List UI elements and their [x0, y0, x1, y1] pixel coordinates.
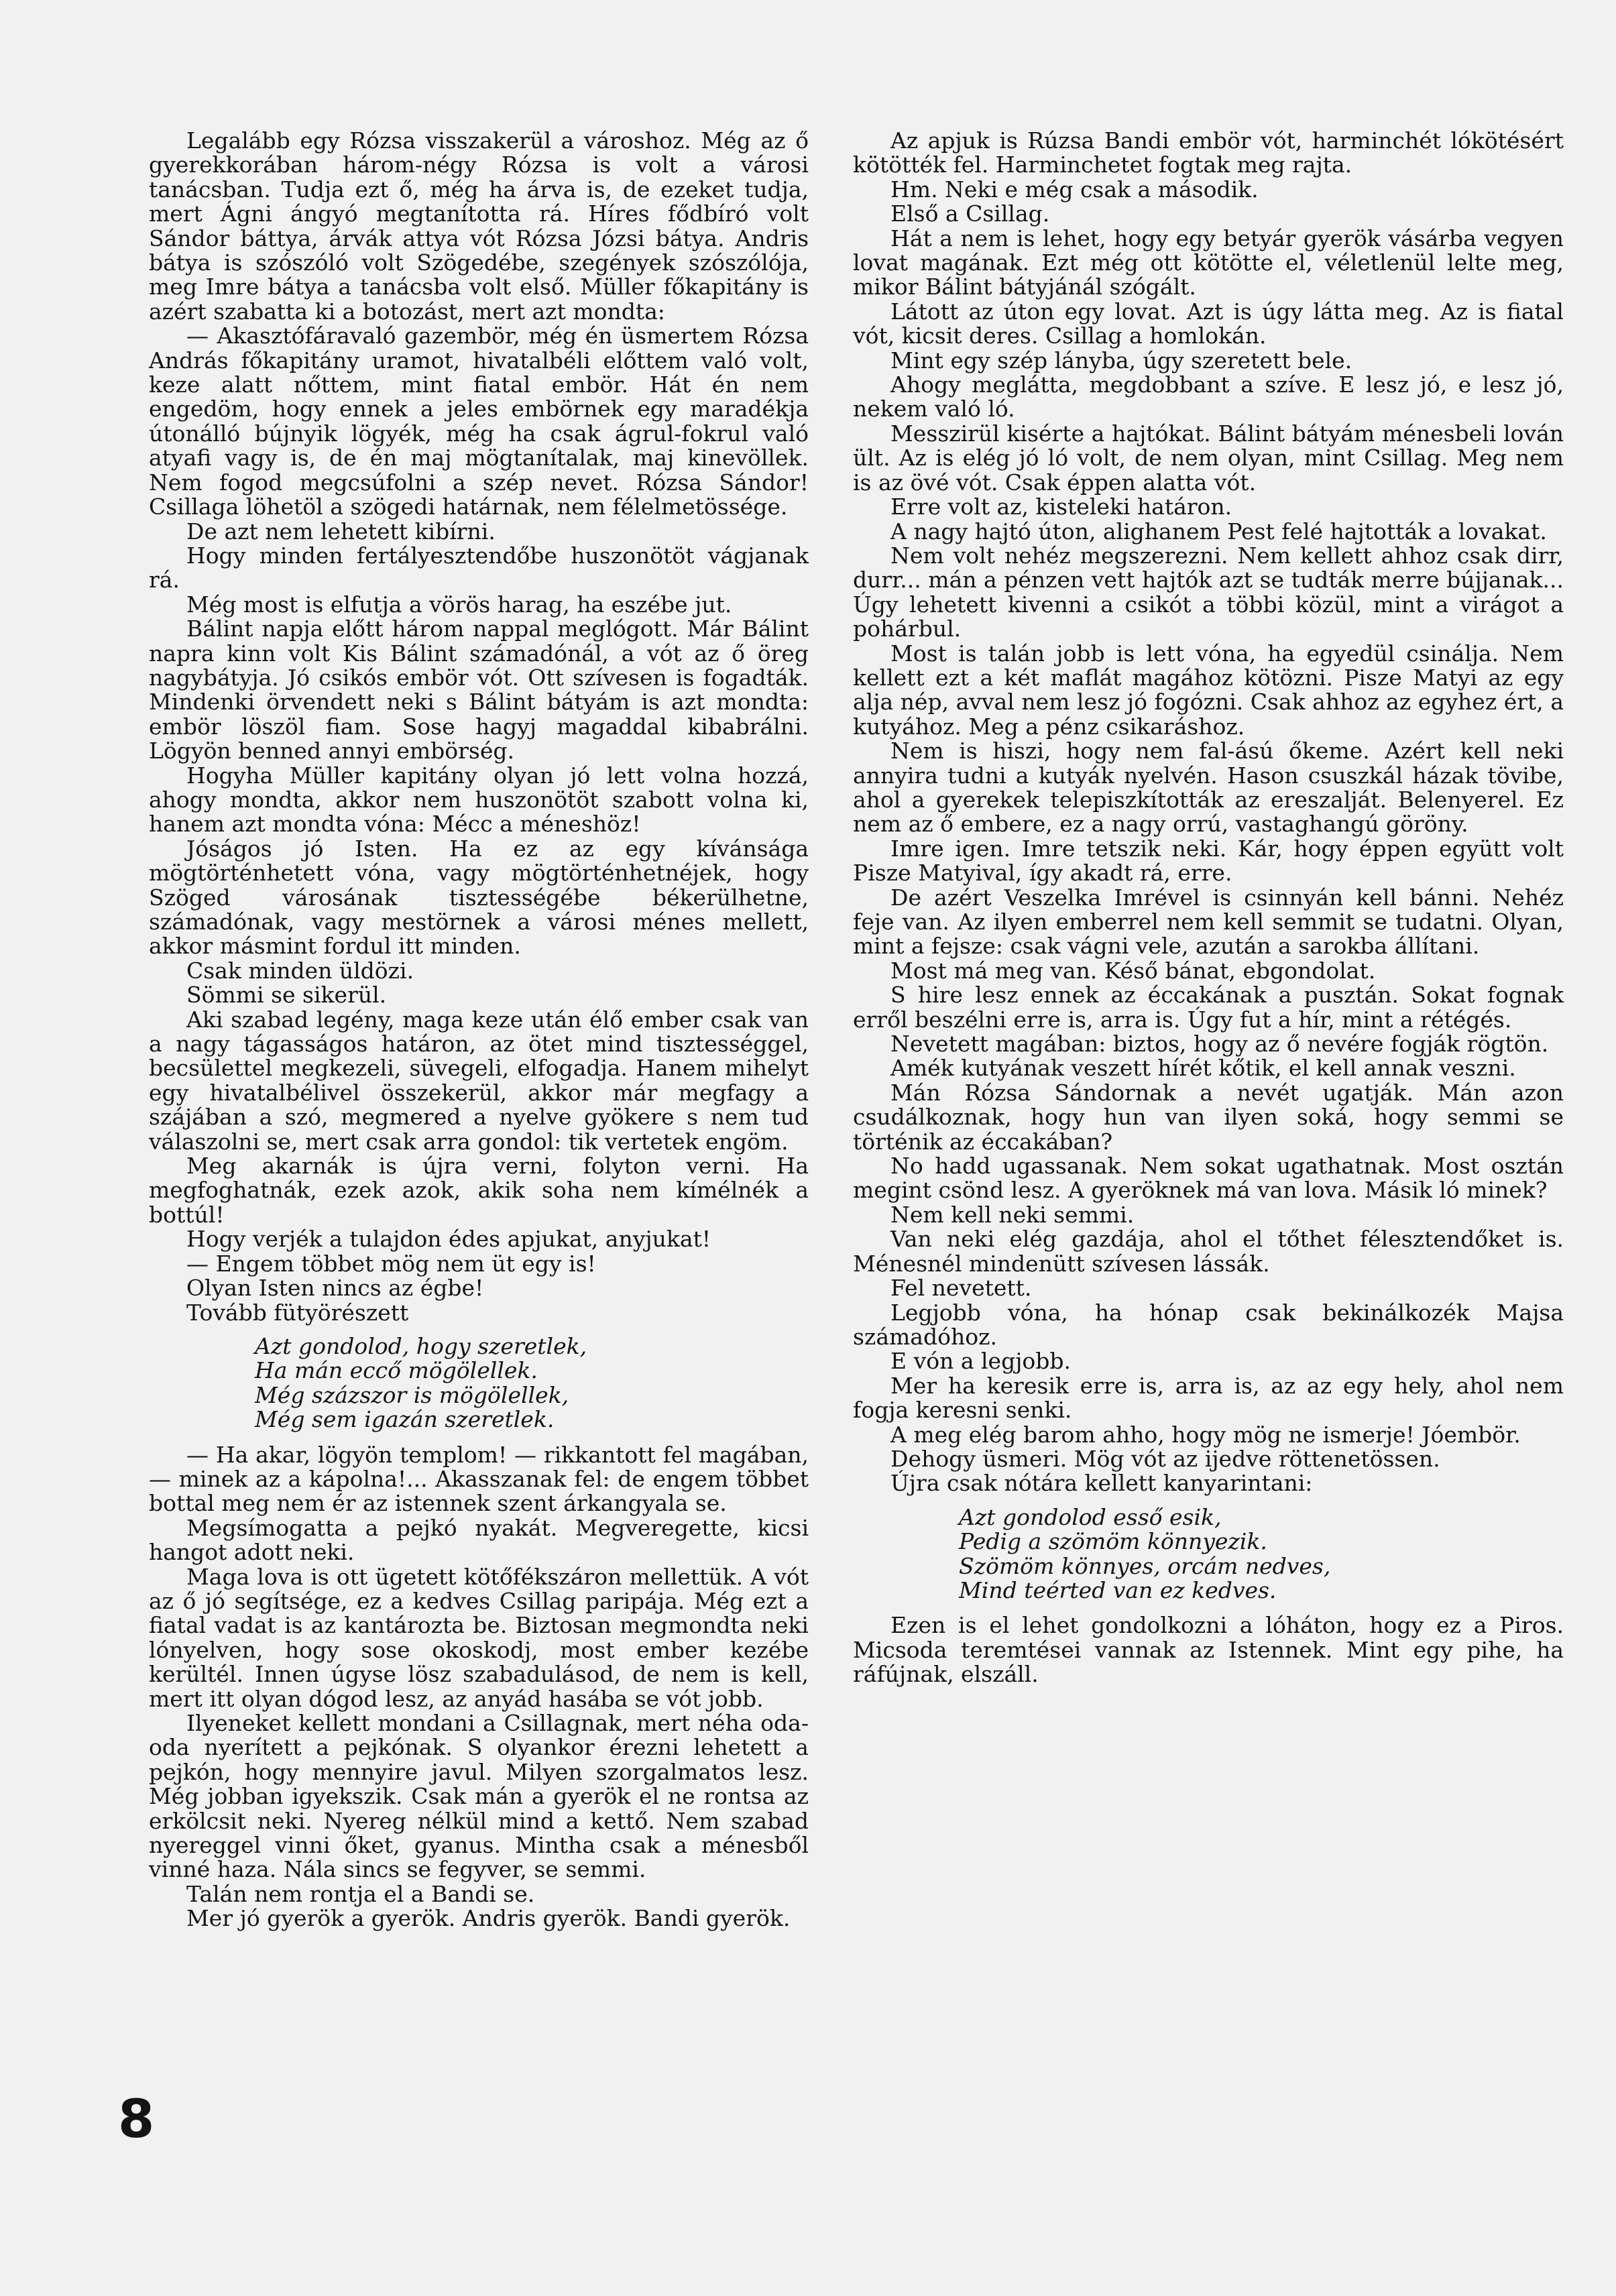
paragraph: — Ha akar, lögyön templom! — rikkantott fel magában, — minek az a kápolna!... Akasszanak fel: de engem többet bottal meg nem ér az istennek szent árkangyala se.: [149, 1441, 809, 1517]
paragraph: Mint egy szép lányba, úgy szeretett bele.: [890, 347, 1352, 374]
paragraph: Az apjuk is Rúzsa Bandi embör vót, harminchét lókötésért kötötték fel. Harminchetet fogtak meg rajta.: [853, 127, 1564, 178]
paragraph: Most má meg van. Késő bánat, ebgondolat.: [890, 957, 1376, 984]
paragraph: Sömmi se sikerül.: [186, 982, 387, 1009]
paragraph: Tovább fütyörészett: [186, 1299, 409, 1326]
poem-line: Azt gondolod, hogy szeretlek,: [255, 1332, 587, 1359]
paragraph: Dehogy üsmeri. Mög vót az ijedve röttenetössen.: [890, 1445, 1440, 1472]
paragraph: Talán nem rontja el a Bandi se.: [186, 1880, 535, 1907]
left-paragraphs-a: [149, 129, 809, 1325]
paragraph: Jóságos jó Isten. Ha ez az egy kívánsága mögtörténhetett vóna, vagy mögtörténhetnéjek, hogy Szöged városának tisztességébe békerülhetne, számadónak, vagy mestörnek a városi ménes mellett, akkor másmint fordul itt minden.: [149, 835, 809, 960]
paragraph: S hire lesz ennek az éccakának a pusztán. Sokat fognak erről beszélni erre is, arra is. Úgy fut a hír, mint a rétégés.: [853, 982, 1564, 1033]
paragraph: A nagy hajtó úton, alighanem Pest felé hajtották a lovakat.: [890, 518, 1547, 544]
paragraph: De azt nem lehetett kibírni.: [186, 518, 496, 544]
paragraph: Nevetett magában: biztos, hogy az ő nevére fogják rögtön.: [890, 1031, 1549, 1057]
paragraph: Ezen is el lehet gondolkozni a lóháton, hogy ez a Piros. Micsoda teremtései vannak az Istennek. Mint egy pihe, ha ráfújnak, elszáll.: [853, 1612, 1564, 1688]
paragraph: De azért Veszelka Imrével is csinnyán kell bánni. Nehéz feje van. Az ilyen emberrel nem kell semmit se tudatni. Olyan, mint a fejsze: csak vágni vele, azután a sarokba állítani.: [853, 884, 1564, 960]
paragraph: Fel nevetett.: [890, 1275, 1032, 1302]
paragraph: Megsímogatta a pejkó nyakát. Megveregette, kicsi hangot adott neki.: [149, 1514, 809, 1566]
paragraph: Messzirül kisérte a hajtókat. Bálint bátyám ménesbeli lován ült. Az is elég jó ló volt, de nem olyan, mint Csillag. Meg nem is az övé vót. Csak éppen alatta vót.: [853, 420, 1564, 496]
right-poem: [959, 1505, 1564, 1603]
right-column: [853, 129, 1564, 1687]
paragraph: E vón a legjobb.: [890, 1348, 1072, 1375]
left-paragraphs-b: [149, 1443, 809, 1931]
paragraph: Legalább egy Rózsa visszakerül a városhoz. Még az ő gyerekkorában három-négy Rózsa is volt a városi tanácsban. Tudja ezt ő, még ha árva is, de ezeket tudja, mert Ágni ángyó megtanította rá. Híres fődbíró volt Sándor báttya, árvák attya vót Rózsa Józsi bátya. Andris bátya is szószóló volt Szögedébe, szegények szószólója, meg Imre bátya a tanácsba volt első. Müller főkapitány is azért szabatta ki a botozást, mert azt mondta:: [149, 127, 809, 325]
paragraph: — Engem többet mög nem üt egy is!: [186, 1250, 596, 1277]
poem-line: Pedig a szömöm könnyezik.: [959, 1528, 1267, 1555]
paragraph: Van neki elég gazdája, ahol el tőthet félesztendőket is. Ménesnél mindenütt szívesen lássák.: [853, 1226, 1564, 1277]
paragraph: Ahogy meglátta, megdobbant a szíve. E lesz jó, e lesz jó, nekem való ló.: [853, 371, 1564, 422]
left-poem: [255, 1334, 809, 1432]
paragraph: Hogy minden fertályesztendőbe huszonötöt vágjanak rá.: [149, 542, 809, 593]
paragraph: Olyan Isten nincs az égbe!: [186, 1275, 484, 1302]
paragraph: Most is talán jobb is lett vóna, ha egyedül csinálja. Nem kellett ezt a két maflát magához kötözni. Pisze Matyi az egy alja nép, avval nem lesz jó fogózni. Csak ahhoz az egyhez ért, a kutyához. Meg a pénz csikaráshoz.: [853, 640, 1564, 740]
paragraph: Nem is hiszi, hogy nem fal-ású őkeme. Azért kell neki annyira tudni a kutyák nyelvén. Hason csuszkál házak tövibe, ahol a gyerekek telepiszkították az ereszalját. Belenyerel. Ez nem az ő embere, ez a nagy orrú, vastaghangú göröny.: [853, 738, 1564, 838]
paragraph: Meg akarnák is újra verni, folyton verni. Ha megfoghatnák, ezek azok, akik soha nem kímélnék a bottúl!: [149, 1153, 809, 1228]
paragraph: A meg elég barom ahho, hogy mög ne ismerje! Jóembör.: [890, 1421, 1521, 1448]
paragraph: Amék kutyának veszett hírét kőtik, el kell annak veszni.: [890, 1055, 1516, 1082]
paragraph: Aki szabad legény, maga keze után élő ember csak van a nagy tágasságos határon, az ötet mind tisztességgel, becsülettel megkezeli, süvegeli, elfogadja. Hanem mihelyt egy hivatalbélivel összekerül, akkor már megfagy a szájában a szó, megmered a nyelve gyökere s nem tud válaszolni se, mert csak arra gondol: tik vertetek engöm.: [149, 1006, 809, 1155]
poem-line: Azt gondolod esső esik,: [959, 1503, 1222, 1530]
paragraph: Hm. Neki e még csak a második.: [890, 176, 1259, 203]
paragraph: Legjobb vóna, ha hónap csak bekinálkozék Majsa számadóhoz.: [853, 1299, 1564, 1350]
paragraph: Ilyeneket kellett mondani a Csillagnak, mert néha oda-oda nyerített a pejkónak. S olyankor érezni lehetett a pejkón, hogy mennyire javul. Milyen szorgalmatos lesz. Még jobban igyekszik. Csak mán a gyerök el ne rontsa az erkölcsit neki. Nyereg nélkül mind a kettő. Nem szabad nyereggel vinni őket, gyanus. Mintha csak a ménesből vinné haza. Nála sincs se fegyver, se semmi.: [149, 1710, 809, 1883]
paragraph: No hadd ugassanak. Nem sokat ugathatnak. Most osztán megint csönd lesz. A gyeröknek má van lova. Másik ló minek?: [853, 1153, 1564, 1204]
poem-line: Szömöm könnyes, orcám nedves,: [959, 1552, 1331, 1579]
paragraph: Újra csak nótára kellett kanyarintani:: [890, 1470, 1313, 1497]
paragraph: Mer ha keresik erre is, arra is, az az egy hely, ahol nem fogja keresni senki.: [853, 1372, 1564, 1424]
poem-line: Ha mán eccő mögölellek.: [255, 1357, 538, 1384]
page-number: 8: [118, 2089, 155, 2150]
right-paragraphs-a: [853, 129, 1564, 1496]
paragraph: Első a Csillag.: [890, 200, 1050, 227]
poem-line: Még sem igazán szeretlek.: [255, 1406, 555, 1433]
paragraph: Mer jó gyerök a gyerök. Andris gyerök. Bandi gyerök.: [186, 1905, 791, 1932]
paragraph: Nem volt nehéz megszerezni. Nem kellett ahhoz csak dirr, durr... mán a pénzen vett hajtók azt se tudták merre bújjanak... Úgy lehetett kivenni a csikót a többi közül, mint a virágot a pohárbul.: [853, 542, 1564, 642]
paragraph: Hogyha Müller kapitány olyan jó lett volna hozzá, ahogy mondta, akkor nem huszonötöt szabott volna ki, hanem azt mondta vóna: Mécc a méneshöz!: [149, 762, 809, 838]
paragraph: Látott az úton egy lovat. Azt is úgy látta meg. Az is fiatal vót, kicsit deres. Csillag a homlokán.: [853, 298, 1564, 349]
paragraph: Mán Rózsa Sándornak a nevét ugatják. Mán azon csudálkoznak, hogy hun van ilyen soká, hogy semmi se történik az éccakában?: [853, 1079, 1564, 1155]
paragraph: Hát a nem is lehet, hogy egy betyár gyerök vásárba vegyen lovat magának. Ezt még ott kötötte el, véletlenül lelte meg, mikor Bálint bátyjánál szógált.: [853, 225, 1564, 300]
poem-line: Még százszor is mögölellek,: [255, 1381, 569, 1408]
paragraph: Erre volt az, kisteleki határon.: [890, 494, 1232, 520]
paragraph: Bálint napja előtt három nappal meglógott. Már Bálint napra kinn volt Kis Bálint számadónál, a vót az ő öreg nagybátyja. Jó csikós embör vót. Ott szívesen is fogadták. Mindenki örvendett neki s Bálint bátyám is azt mondta: embör löszöl fiam. Sose hagyj magaddal kibabrálni. Lögyön benned annyi embörség.: [149, 616, 809, 764]
paragraph: Nem kell neki semmi.: [890, 1201, 1135, 1228]
paragraph: Csak minden üldözi.: [186, 957, 414, 984]
left-column: [149, 129, 809, 1931]
paragraph: Hogy verjék a tulajdon édes apjukat, anyjukat!: [186, 1226, 711, 1253]
paragraph: Imre igen. Imre tetszik neki. Kár, hogy éppen együtt volt Pisze Matyival, így akadt rá, erre.: [853, 835, 1564, 886]
paragraph: Még most is elfutja a vörös harag, ha eszébe jut.: [186, 591, 732, 618]
right-paragraphs-b: [853, 1613, 1564, 1686]
paragraph: Maga lova is ott ügetett kötőfékszáron mellettük. A vót az ő jó segítsége, ez a kedves Csillag paripája. Még ezt a fiatal vadat is az kantározta be. Biztosan megmondta neki lónyelven, hogy sose okoskodj, most ember kezébe kerültél. Innen úgyse lösz szabadulásod, de nem is kell, mert itt olyan dógod lesz, az anyád hasába se vót jobb.: [149, 1563, 809, 1712]
poem-line: Mind teérted van ez kedves.: [959, 1576, 1277, 1603]
paragraph: — Akasztófáravaló gazembör, még én üsmertem Rózsa András főkapitány uramot, hivatalbéli előttem való volt, keze alatt nőttem, mint fiatal embör. Hát én nem engedöm, hogy ennek a jeles embörnek egy maradékja útonálló bújnyik lögyék, még ha csak ágrul-fokrul való atyafi vagy is, de én maj mögtanítalak, maj kinevöllek. Nem fogod megcsúfolni a szép nevet. Rózsa Sándor! Csillaga löhetöl a szögedi határnak, nem félelmetössége.: [149, 323, 809, 520]
